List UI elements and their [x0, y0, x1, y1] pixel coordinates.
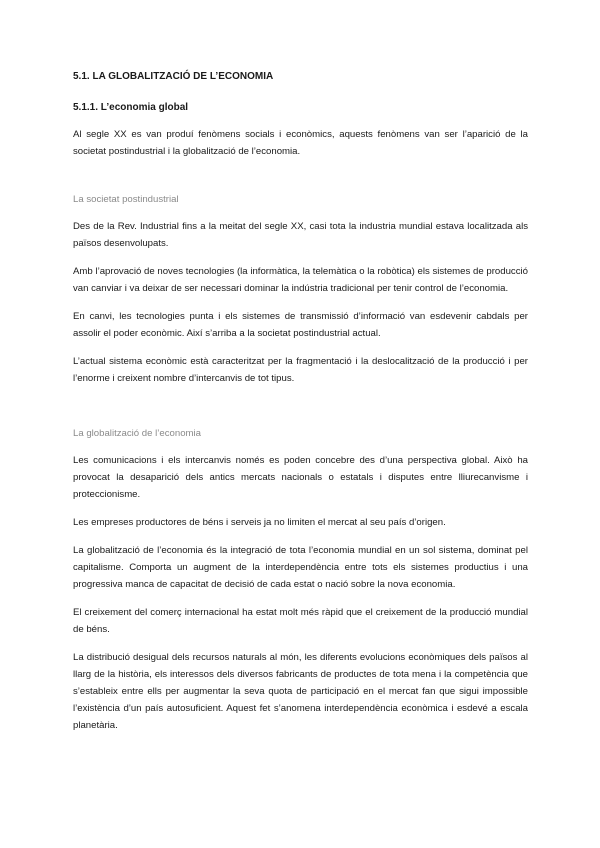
paragraph: Les comunicacions i els intercanvis només es poden concebre des d’una perspectiva global. Això ha provocat la desaparició dels antics mercats nacionals o estatals i disputes entre lliurecanvisme i proteccionisme.	[73, 455, 528, 500]
paragraph: Des de la Rev. Industrial fins a la meitat del segle XX, casi tota la industria mundial estava localitzada als països desenvolupats.	[73, 221, 528, 249]
paragraph: Les empreses productores de béns i serveis ja no limiten el mercat al seu país d’origen.	[73, 517, 446, 528]
chapter-heading: 5.1. LA GLOBALITZACIÓ DE L’ECONOMIA	[73, 71, 274, 82]
paragraph: Amb l’aprovació de noves tecnologies (la informàtica, la telemàtica o la robòtica) els sistemes de producció van canviar i va deixar de ser necessari dominar la indústria tradicional per tenir control de l’economia.	[73, 266, 528, 294]
paragraph: L’actual sistema econòmic està caracteritzat per la fragmentació i la deslocalització de la producció i per l’enorme i creixent nombre d’intercanvis de tot tipus.	[73, 356, 528, 384]
intro-paragraph: Al segle XX es van produí fenòmens socials i econòmics, aquests fenòmens van ser l’aparició de la societat postindustrial i la globalització de l’economia.	[73, 129, 528, 157]
paragraph: La distribució desigual dels recursos naturals al món, les diferents evolucions econòmiques dels països al llarg de la història, els interessos dels diversos fabricants de productes de tota mena i la competència que s’estableix entre ells per augmentar la seva quota de participació en el mercat fan que sigui impossible l’existència d’un país autosuficient. Aquest fet s’anomena interdependència econòmica i esdevé a escala planetària.	[73, 652, 528, 731]
paragraph: La globalització de l’economia és la integració de tota l’economia mundial en un sol sistema, dominat pel capitalisme. Comporta un augment de la interdependència entre tots els sistemes productius i una progressiva manca de capacitat de decisió de cada estat o nació sobre la nova economia.	[73, 545, 528, 590]
section-title-postindustrial: La societat postindustrial	[73, 194, 179, 205]
section-title-globalization: La globalització de l’economia	[73, 428, 201, 439]
section-subheading: 5.1.1. L’economia global	[73, 102, 189, 113]
paragraph: En canvi, les tecnologies punta i els sistemes de transmissió d’informació van esdevenir cabdals per assolir el poder econòmic. Així s’arriba a la societat postindustrial actual.	[73, 311, 528, 339]
document-content	[73, 70, 528, 745]
paragraph: El creixement del comerç internacional ha estat molt més ràpid que el creixement de la producció mundial de béns.	[73, 607, 528, 635]
